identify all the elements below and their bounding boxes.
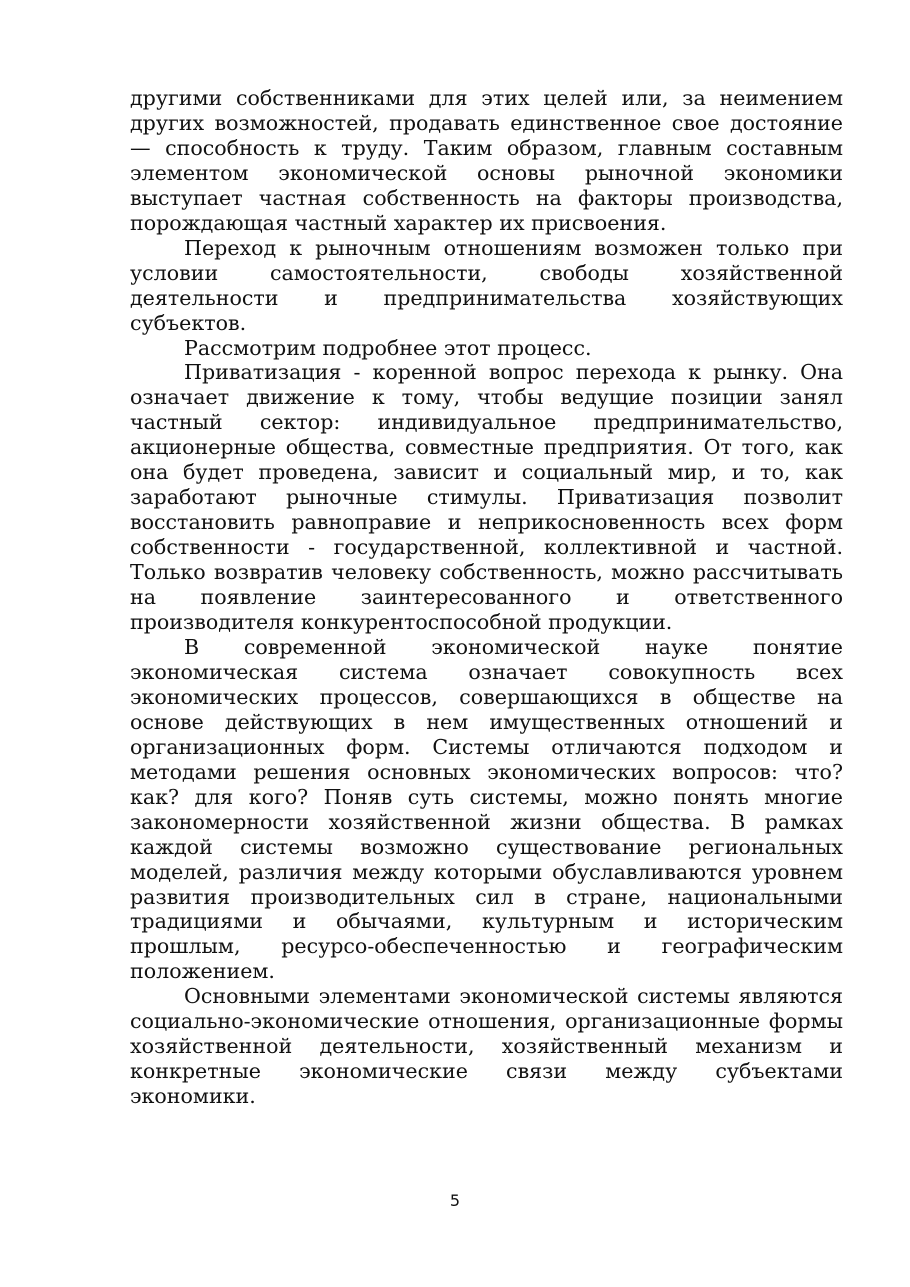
body-text xyxy=(130,86,843,1109)
paragraph-market-transition: Переход к рыночным отношениям возможен только при условии самостоятельности, свободы хозяйственной деятельности и предпринимательства хозяйствующих субъектов. xyxy=(130,235,843,335)
page-number: 5 xyxy=(449,1191,461,1210)
paragraph-economic-system: В современной экономической науке понятие экономическая система означает совокупность всех экономических процессов, совершающихся в обществе на основе действующих в нем имущественных отношений и организационных форм. Системы отличаются подходом и методами решения основных экономических вопросов: что? как? для кого? Поняв суть системы, можно понять многие закономерности хозяйственной жизни общества. В рамках каждой системы возможно существование региональных моделей, различия между которыми обуславливаются уровнем развития производительных сил в стране, национальными традициями и обычаями, культурным и историческим прошлым, ресурсо-обеспеченностью и географическим положением. xyxy=(130,634,843,984)
paragraph-process-intro: Рассмотрим подробнее этот процесс. xyxy=(184,335,592,360)
paragraph-privatization: Приватизация - коренной вопрос перехода к рынку. Она означает движение к тому, чтобы ведущие позиции занял частный сектор: индивидуальное предпринимательство, акционерные общества, совместные предприятия. От того, как она будет проведена, зависит и социальный мир, и то, как заработают рыночные стимулы. Приватизация позволит восстановить равноправие и неприкосновенность всех форм собственности - государственной, коллективной и частной. Только возвратив человеку собственность, можно рассчитывать на появление заинтересованного и ответственного производителя конкурентоспособной продукции. xyxy=(130,360,843,635)
paragraph-continuation: другими собственниками для этих целей или, за неимением других возможностей, продавать единственное свое достояние — способность к труду. Таким образом, главным составным элементом экономической основы рыночной экономики выступает частная собственность на факторы производства, порождающая частный характер их присвоения. xyxy=(130,86,843,235)
paragraph-system-elements: Основными элементами экономической системы являются социально-экономические отношения, организационные формы хозяйственной деятельности, хозяйственный механизм и конкретные экономические связи между субъектами экономики. xyxy=(130,984,843,1109)
